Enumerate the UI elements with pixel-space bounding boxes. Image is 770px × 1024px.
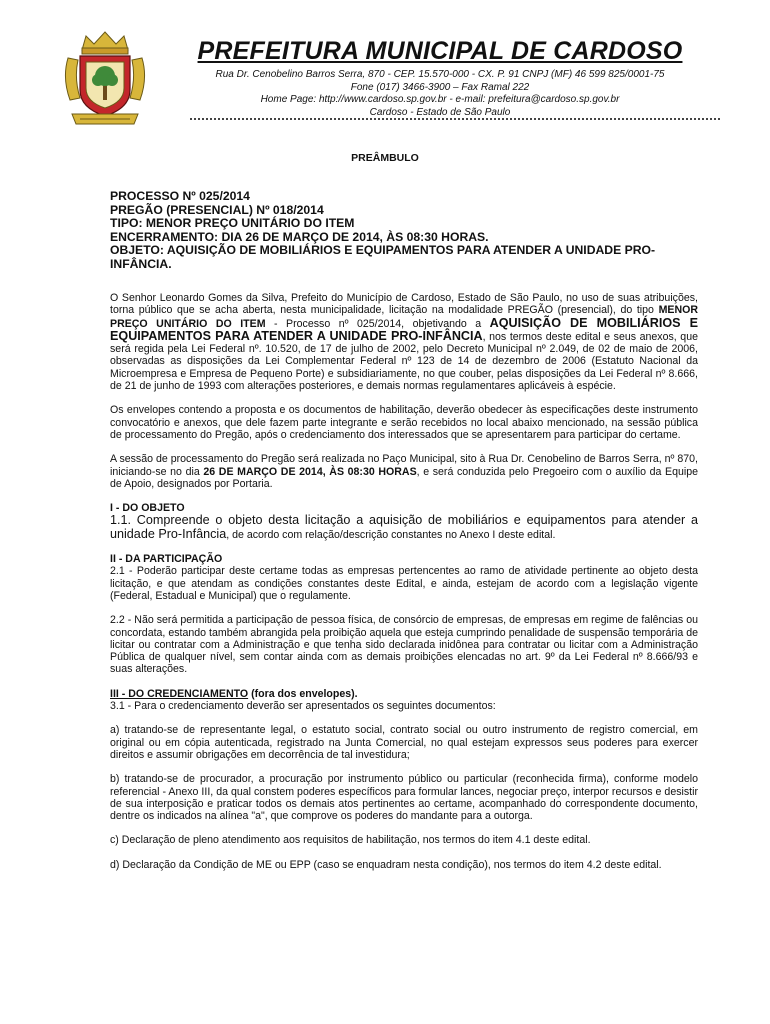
section-heading: PREÂMBULO bbox=[351, 152, 419, 164]
session-paragraph bbox=[110, 453, 698, 490]
letterhead bbox=[160, 36, 720, 119]
address-line: Rua Dr. Cenobelino Barros Serra, 870 - CEP. 15.570-000 - CX. P. 91 CNPJ (MF) 46 599 825/0001-75 bbox=[215, 69, 665, 80]
participacao-2-2: 2.2 - Não será permitida a participação de pessoa física, de consórcio de empresas, de empresas em regime de falências ou concordata, estando também abrangida pela proibição aquela que esteja cumprindo penalidade de suspensão temporária de licitar ou contratar com a Administração e que tenha sido declarada inidônea para contratar ou licitar com a Administração Pública de qualquer nível, sem contar ainda com as demais proibições elencadas no art. 9º da Lei Federal nº 8.666/93 e suas alterações. bbox=[110, 614, 698, 676]
document-body bbox=[110, 292, 698, 883]
envelopes-paragraph: Os envelopes contendo a proposta e os documentos de habilitação, deverão obedecer às especificações deste instrumento convocatório e anexos, que dele fazem parte integrante e serão recebidos no local abaixo mencionado, na sessão pública de processamento do Pregão, após o credenciamento dos interessados que se apresentarem para participar do certame. bbox=[110, 404, 698, 441]
letterhead-address bbox=[160, 69, 720, 119]
intro-paragraph bbox=[110, 292, 698, 392]
city-line: Cardoso - Estado de São Paulo bbox=[369, 106, 511, 118]
text-underlined: III - DO CREDENCIAMENTO bbox=[110, 687, 249, 700]
text: O Senhor Leonardo Gomes da Silva, Prefeito do Município de Cardoso, Estado de São Paulo, no uso de suas atribuições, torna público que se acha aberta, nesta municipalidade, licitação na modalidade PREGÃO (presencial), do tipo bbox=[110, 292, 698, 317]
web-line: Home Page: http://www.cardoso.sp.gov.br - e-mail: prefeitura@cardoso.sp.gov.br bbox=[260, 94, 620, 105]
section-title-participacao: II - DA PARTICIPAÇÃO bbox=[110, 553, 223, 566]
text: , nos termos deste edital e seus anexos, que será regida pela Lei Federal nº. 10.520, de 17 de julho de 2002, pelo Decreto Municipal nº 2.049, de 02 de maio de 2006, observadas as disposições da Lei Complementar Federal nº 123 de 14 de dezembro de 2006 (Estatuto Nacional da Microempresa e Empresa de Pequeno Porte) e subsidiariamente, no que couber, pelas disposições da Lei Federal nº 8.666, de 21 de junho de 1993 com alterações posteriores, e demais normas regulamentares aplicáveis à espécie. bbox=[110, 330, 698, 393]
municipal-coat-of-arms-icon bbox=[62, 28, 148, 128]
pregao-number: PREGÃO (PRESENCIAL) Nº 018/2014 bbox=[110, 202, 324, 217]
organization-title: PREFEITURA MUNICIPAL DE CARDOSO bbox=[197, 37, 683, 65]
credenciamento-item-c: c) Declaração de pleno atendimento aos requisitos de habilitação, nos termos do item 4.1 deste edital. bbox=[110, 834, 591, 847]
object-line: OBJETO: AQUISIÇÃO DE MOBILIÁRIOS E EQUIPAMENTOS PARA ATENDER A UNIDADE PRO- bbox=[110, 243, 656, 257]
text: - Processo nº 025/2014, objetivando a bbox=[265, 317, 490, 330]
text: 1.1. Compreende o objeto desta licitação a bbox=[110, 513, 369, 528]
participacao-2-1: 2.1 - Poderão participar deste certame todas as empresas pertencentes ao ramo de atividade pertinente ao objeto desta licitação, e que atendam as condições constantes deste Edital, e ainda, estejam de acordo com a legislação vigente (Federal, Estadual e Municipal) que o regulamente. bbox=[110, 565, 698, 602]
text: A sessão de processamento do Pregão será realizada no Paço Municipal, sito à Rua Dr. Cenobelino de Barros Serra, nº 870, iniciando-se no dia bbox=[110, 453, 698, 478]
text: , de acordo com relação/descrição constantes no Anexo I deste edital. bbox=[226, 528, 556, 541]
text-bold: 26 DE MARÇO DE 2014, ÀS 08:30 HORAS bbox=[203, 465, 417, 478]
process-number: PROCESSO Nº 025/2014 bbox=[110, 189, 250, 203]
text: (fora dos envelopes). bbox=[248, 687, 358, 700]
object-line-continued: INFÂNCIA. bbox=[110, 256, 172, 271]
text: , e será conduzida pelo Pregoeiro com o auxílio da Equipe de Apoio, designados por Portaria. bbox=[110, 465, 698, 490]
credenciamento-3-1: 3.1 - Para o credenciamento deverão ser apresentados os seguintes documentos: bbox=[110, 700, 496, 713]
header-divider bbox=[190, 118, 720, 120]
text-emphasis: AQUISIÇÃO DE MOBILIÁRIOS E EQUIPAMENTOS PARA ATENDER A UNIDADE PRO-INFÂNCIA bbox=[110, 315, 698, 343]
process-summary bbox=[110, 190, 698, 271]
section-title-objeto: I - DO OBJETO bbox=[110, 502, 185, 515]
section-title-credenciamento bbox=[110, 688, 698, 700]
text-bold: MENOR PREÇO UNITÁRIO DO ITEM bbox=[110, 304, 698, 330]
credenciamento-item-d: d) Declaração da Condição de ME ou EPP (caso se enquadram nesta condição), nos termos do item 4.2 deste edital. bbox=[110, 858, 662, 871]
credenciamento-item-b: b) tratando-se de procurador, a procuração por instrumento público ou particular (reconhecida firma), conforme modelo referencial - Anexo III, da qual constem poderes específicos para formular lances, negociar preço, interpor recursos e desistir de sua interposição e praticar todos os demais atos pertinentes ao certame, acompanhado do correspondente documento, dentre os indicados na alínea "a", que comprove os poderes do mandante para a outorga. bbox=[110, 773, 698, 823]
tender-type: TIPO: MENOR PREÇO UNITÁRIO DO ITEM bbox=[110, 216, 355, 230]
closing-date: ENCERRAMENTO: DIA 26 DE MARÇO DE 2014, ÀS 08:30 HORAS. bbox=[110, 229, 489, 244]
objeto-paragraph bbox=[110, 514, 698, 541]
credenciamento-item-a: a) tratando-se de representante legal, o estatuto social, contrato social ou outro instrumento de registro comercial, em original ou em cópia autenticada, registrado na Junta Comercial, no qual estejam expressos seus poderes para exercer direitos e assumir obrigações em decorrência de tal investidura; bbox=[110, 724, 698, 761]
phone-line: Fone (017) 3466-3900 – Fax Ramal 222 bbox=[350, 81, 530, 93]
text-emphasis: aquisição de mobiliários e equipamentos para atender a unidade Pro-Infância bbox=[110, 513, 698, 541]
